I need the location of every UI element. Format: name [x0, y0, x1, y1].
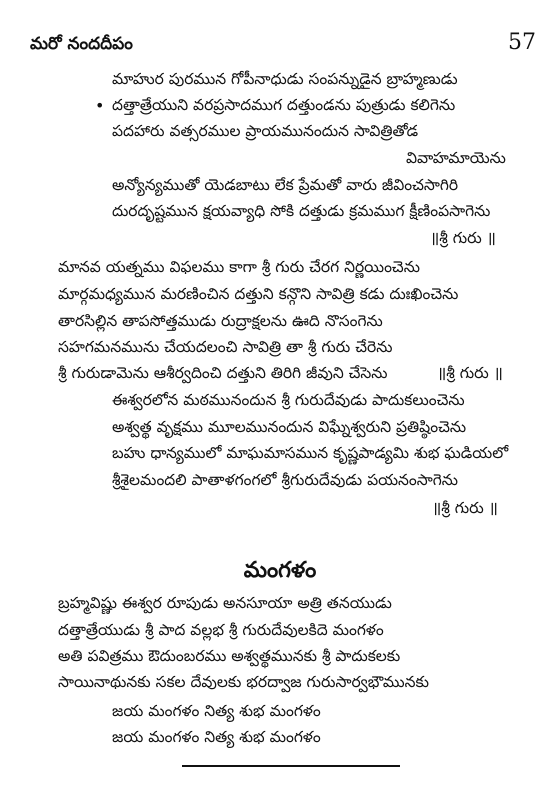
- verse-line: దత్తాత్రేయుడు శ్రీ పాద వల్లభ శ్రీ గురుదేవులకిదె మంగళం: [58, 621, 384, 639]
- verse-line: అన్యోన్యముతో యెడబాటు లేక ప్రేమతో వారు జీవించసాగిరి: [112, 176, 459, 194]
- verse-line: సాయినాథునకు సకల దేవులకు భరద్వాజ గురుసార్వభౌమునకు: [58, 673, 430, 691]
- verse-line: పదహారు వత్సరముల ప్రాయమునందున సావిత్రితోడ: [112, 122, 419, 140]
- verse-line: బ్రహ్మవిష్ణు ఈశ్వర రూపుడు అనసూయా అత్రి తనయుడు: [58, 594, 392, 612]
- refrain-marker: ॥శ్రీ గురు ॥: [430, 229, 496, 247]
- verse-line: దత్తాత్రేయుని వరప్రసాదముగ దత్తుండను పుత్రుడు కలిగెను: [112, 96, 456, 114]
- refrain-marker: ॥శ్రీ గురు ॥: [437, 364, 503, 382]
- footer-rule: [182, 765, 400, 767]
- verse-line: సహగమనమును చేయదలంచి సావిత్రి తా శ్రీ గురు చేరెను: [58, 338, 393, 356]
- refrain-line: జయ మంగళం నిత్య శుభ మంగళం: [112, 702, 321, 720]
- refrain-line: జయ మంగళం నిత్య శుభ మంగళం: [112, 728, 321, 746]
- section-title: మంగళం: [243, 558, 317, 583]
- verse-line: మార్గమధ్యమున మరణించిన దత్తుని కన్గొని సావిత్రి కడు దుఃఖించెను: [58, 285, 459, 303]
- verse-line: మాహుర పురమున గోపీనాధుడు సంపన్నుడైన బ్రాహ్మణుడు: [112, 70, 458, 88]
- bullet-dot: •: [95, 96, 105, 115]
- verse-line: శ్రీ గురుడామెను ఆశీర్వదించి దత్తుని తిరిగి జీవుని చేసెను: [58, 364, 388, 382]
- verse-line: అతి పవిత్రము ఔదుంబరము అశ్వత్థమునకు శ్రీ పాదుకలకు: [58, 647, 401, 665]
- verse-line: తారసిల్లిన తాపసోత్తముడు రుద్రాక్షలను ఊది నొసంగెను: [58, 312, 383, 330]
- verse-line: ఈశ్వరలోన మఠమునందున శ్రీ గురుదేవుడు పాదుకలుంచెను: [112, 391, 465, 409]
- verse-line: మానవ యత్నము విఫలము కాగా శ్రీ గురు చేరగ నిర్ణయించెను: [58, 258, 420, 276]
- verse-line: బహు ధాన్యములో మాఘమాసమున కృష్ణపాడ్యమి శుభ ఘడియలో: [112, 444, 509, 462]
- verse-line: దురదృష్టమున క్షయవ్యాధి సోకి దత్తుడు క్రమముగ క్షీణింపసాగెను: [112, 202, 491, 220]
- verse-line: వివాహమాయెను: [406, 149, 506, 167]
- running-header-title: మరో నందదీపం: [30, 34, 133, 54]
- verse-line: శ్రీశైలమందలి పాతాళగంగలో శ్రీగురుదేవుడు పయనంసాగెను: [112, 471, 459, 489]
- verse-line: అశ్వత్థ వృక్షము మూలమునందున విఘ్నేశ్వరుని ప్రతిష్ఠించెను: [112, 418, 467, 436]
- refrain-marker: ॥శ్రీ గురు ॥: [432, 499, 498, 517]
- page-number: 57: [508, 30, 536, 55]
